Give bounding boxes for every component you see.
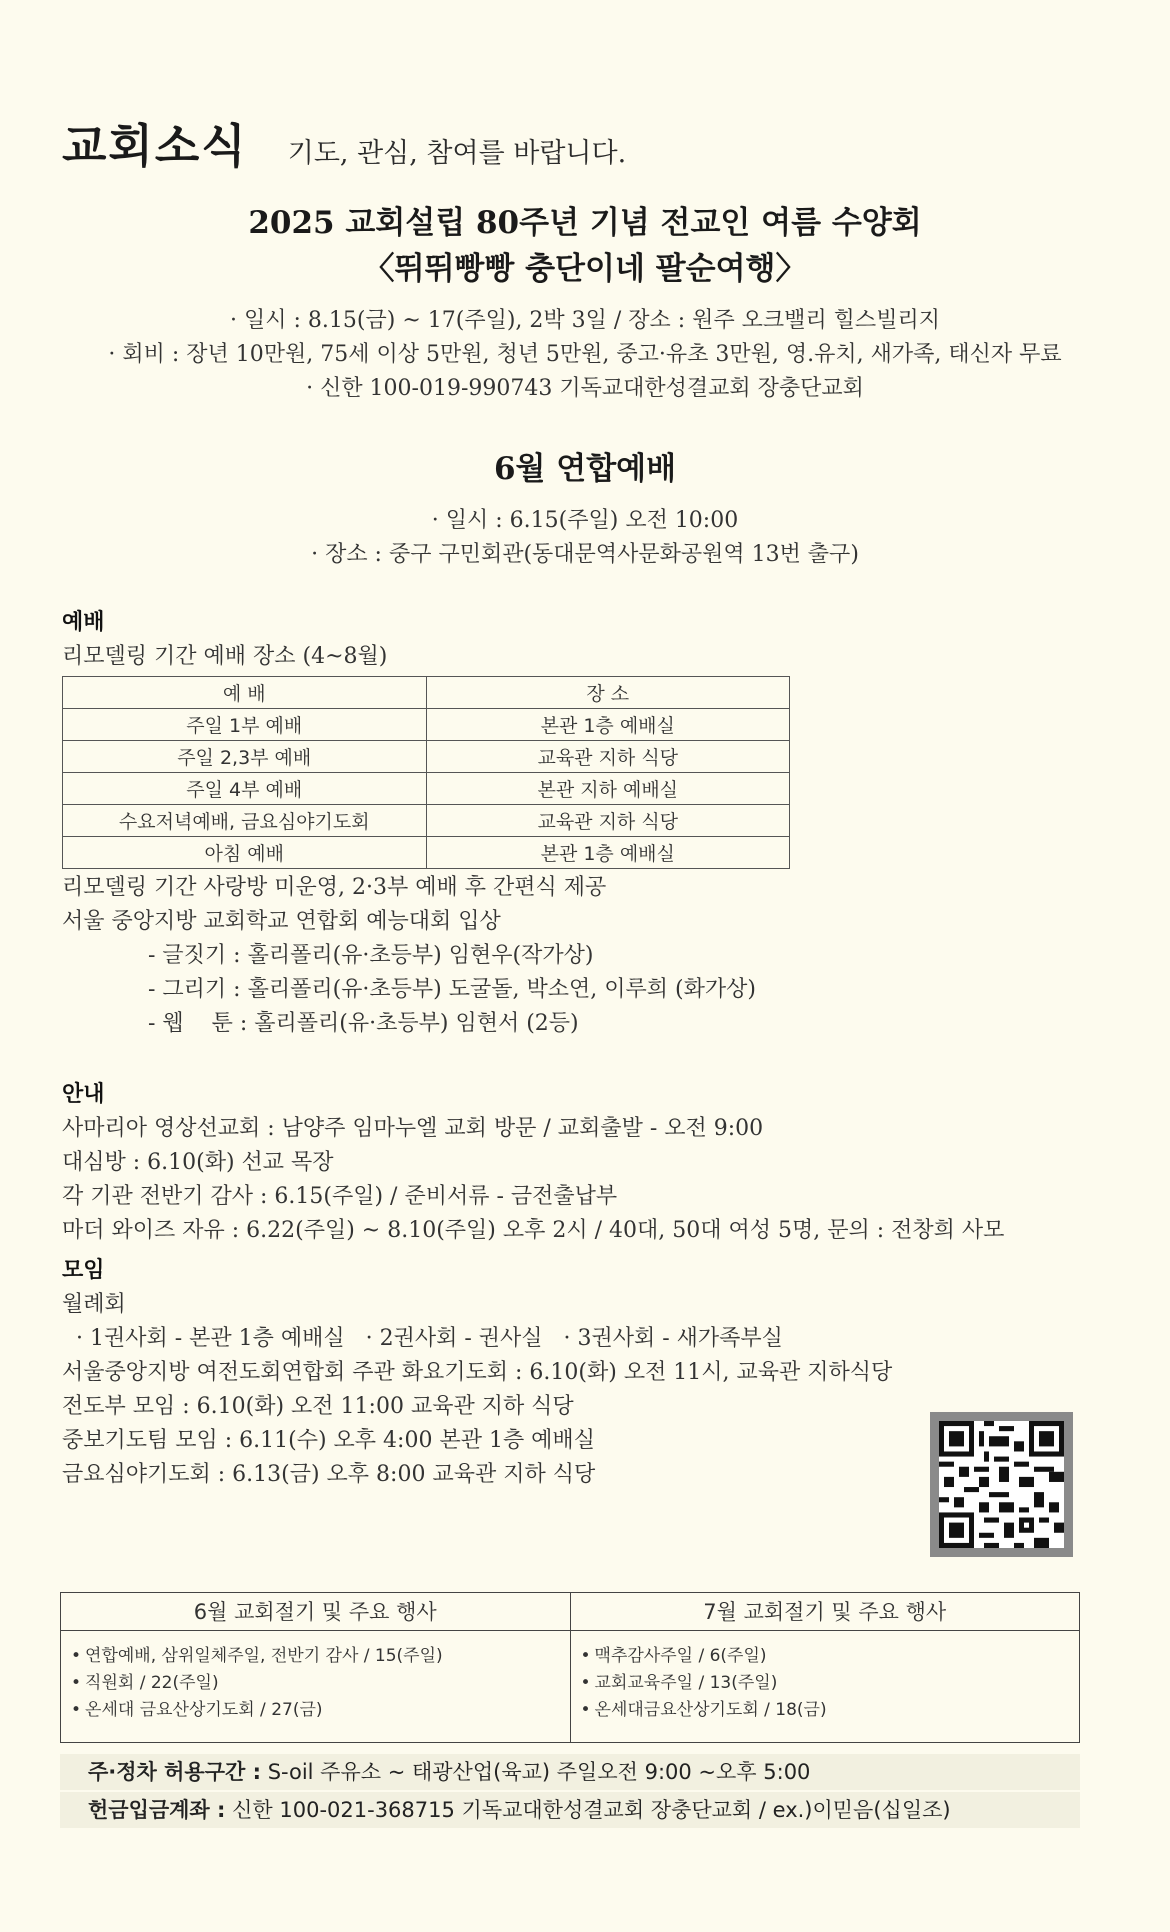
notice-item: 각 기관 전반기 감사 : 6.15(주일) / 준비서류 - 금전출납부 — [62, 1184, 618, 1209]
worship-heading: 예배 — [62, 610, 105, 635]
award-item: - 글짓기 : 홀리폴리(유·초등부) 임현우(작가상) — [148, 943, 594, 968]
july-events-header: 7월 교회절기 및 주요 행사 — [571, 1593, 1080, 1631]
table-header: 장 소 — [426, 677, 790, 709]
account-info — [60, 1792, 1080, 1828]
meeting-item: 서울중앙지방 여전도회연합회 주관 화요기도회 : 6.10(화) 오전 11시, 교육관 지하식당 — [62, 1360, 893, 1385]
table-header-row — [63, 677, 790, 709]
worship-section — [62, 606, 1122, 1041]
account-label: 헌금입금계좌 : — [88, 1798, 226, 1822]
retreat-fee: · 회비 : 장년 10만원, 75세 이상 5만원, 청년 5만원, 중고·유초 3만원, 영.유치, 새가족, 태신자 무료 — [108, 342, 1062, 367]
list-item: • 교회교육주일 / 13(주일) — [581, 1670, 1080, 1697]
page-subtitle: 기도, 관심, 참여를 바랍니다. — [287, 138, 627, 169]
parking-label: 주·정차 허용구간 : — [88, 1760, 261, 1784]
events-table — [60, 1592, 1080, 1743]
table-row — [63, 837, 790, 869]
retreat-section — [0, 200, 1170, 406]
parking-value: S-oil 주유소 ~ 태광산업(육교) 주일오전 9:00 ~오후 5:00 — [267, 1760, 811, 1784]
joint-worship-title: 6월 연합예배 — [493, 451, 677, 487]
table-header: 예 배 — [63, 677, 427, 709]
worship-note: 리모델링 기간 사랑방 미운영, 2·3부 예배 후 간편식 제공 — [62, 875, 607, 900]
notice-section — [62, 1078, 1122, 1248]
july-events — [570, 1593, 1080, 1742]
list-item: • 연합예배, 삼위일체주일, 전반기 감사 / 15(주일) — [71, 1643, 570, 1670]
meeting-item: · 1권사회 - 본관 1층 예배실 · 2권사회 - 권사실 · 3권사회 - 새가족부실 — [62, 1326, 783, 1351]
notice-heading: 안내 — [62, 1082, 105, 1107]
table-cell: 아침 예배 — [63, 837, 427, 869]
notice-item: 마더 와이즈 자유 : 6.22(주일) ~ 8.10(주일) 오후 2시 / 40대, 50대 여성 5명, 문의 : 전창희 사모 — [62, 1218, 1005, 1243]
meetings-heading: 모임 — [62, 1258, 105, 1283]
list-item: • 직원회 / 22(주일) — [71, 1670, 570, 1697]
table-cell: 수요저녁예배, 금요심야기도회 — [63, 805, 427, 837]
parking-info — [60, 1754, 1080, 1790]
notice-item: 사마리아 영상선교회 : 남양주 임마누엘 교회 방문 / 교회출발 - 오전 9:00 — [62, 1116, 764, 1141]
joint-worship-place: · 장소 : 중구 구민회관(동대문역사문화공원역 13번 출구) — [311, 542, 859, 567]
worship-location-table — [62, 676, 790, 869]
meeting-item: 월례회 — [62, 1292, 126, 1317]
meeting-item: 전도부 모임 : 6.10(화) 오전 11:00 교육관 지하 식당 — [62, 1394, 574, 1419]
award-item: - 웹 툰 : 홀리폴리(유·초등부) 임현서 (2등) — [148, 1011, 579, 1036]
table-row — [63, 773, 790, 805]
table-cell: 교육관 지하 식당 — [426, 805, 790, 837]
table-cell: 본관 지하 예배실 — [426, 773, 790, 805]
joint-worship-section — [0, 446, 1170, 572]
worship-note: 서울 중앙지방 교회학교 연합회 예능대회 입상 — [62, 909, 501, 934]
account-value: 신한 100-021-368715 기독교대한성결교회 장충단교회 / ex.)이믿음(십일조) — [232, 1798, 951, 1822]
table-cell: 본관 1층 예배실 — [426, 709, 790, 741]
retreat-subtitle: 〈뛰뛰빵빵 충단이네 팔순여행〉 — [363, 251, 807, 287]
notice-item: 대심방 : 6.10(화) 선교 목장 — [62, 1150, 334, 1175]
table-cell: 주일 4부 예배 — [63, 773, 427, 805]
table-cell: 본관 1층 예배실 — [426, 837, 790, 869]
worship-intro: 리모델링 기간 예배 장소 (4~8월) — [62, 644, 388, 669]
retreat-date-place: · 일시 : 8.15(금) ~ 17(주일), 2박 3일 / 장소 : 원주 오크밸리 힐스빌리지 — [230, 308, 940, 333]
joint-worship-date: · 일시 : 6.15(주일) 오전 10:00 — [431, 508, 739, 533]
list-item: • 온세대 금요산상기도회 / 27(금) — [71, 1697, 570, 1724]
june-events-header: 6월 교회절기 및 주요 행사 — [61, 1593, 570, 1631]
award-item: - 그리기 : 홀리폴리(유·초등부) 도굴돌, 박소연, 이루희 (화가상) — [148, 977, 756, 1002]
table-row — [63, 709, 790, 741]
table-cell: 교육관 지하 식당 — [426, 741, 790, 773]
retreat-account: · 신한 100-019-990743 기독교대한성결교회 장충단교회 — [306, 376, 864, 401]
meeting-item: 중보기도팀 모임 : 6.11(수) 오후 4:00 본관 1층 예배실 — [62, 1428, 595, 1453]
june-events — [61, 1593, 570, 1742]
qr-code-icon — [939, 1421, 1064, 1548]
table-row — [63, 805, 790, 837]
table-cell: 주일 2,3부 예배 — [63, 741, 427, 773]
meeting-item: 금요심야기도회 : 6.13(금) 오후 8:00 교육관 지하 식당 — [62, 1462, 596, 1487]
list-item: • 온세대금요산상기도회 / 18(금) — [581, 1697, 1080, 1724]
qr-code[interactable] — [930, 1412, 1073, 1557]
retreat-title: 2025 교회설립 80주년 기념 전교인 여름 수양회 — [248, 205, 922, 241]
table-cell: 주일 1부 예배 — [63, 709, 427, 741]
table-row — [63, 741, 790, 773]
header — [62, 110, 626, 176]
page-title: 교회소식 — [62, 119, 248, 173]
list-item: • 맥추감사주일 / 6(주일) — [581, 1643, 1080, 1670]
